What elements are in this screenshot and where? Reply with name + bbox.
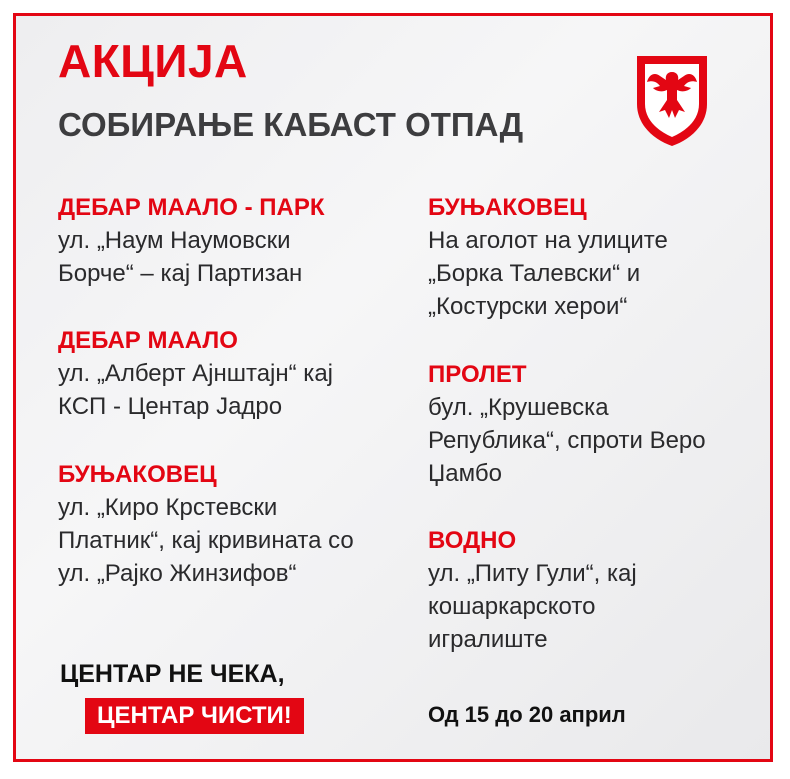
location-name: ПРОЛЕТ [428,361,527,388]
page-title: АКЦИЈА [58,35,248,87]
location-address: ул. „Киро Крстевски Платник“, кај кривината со ул. „Рајко Жинзифов“ [58,494,354,587]
location-address: На аголот на улиците „Борка Талевски“ и „Костурски херои“ [428,227,668,320]
location-debar-maalo-park [58,192,324,290]
location-name: БУЊАКОВЕЦ [428,194,587,221]
location-address: ул. „Питу Гули“, кај кошаркарското игралиште [428,560,637,653]
location-vodno [428,525,637,656]
page-subtitle: СОБИРАЊЕ КАБАСТ ОТПАД [58,106,524,143]
location-debar-maalo [58,325,333,423]
location-address: бул. „Крушевска Република“, спроти Веро Џамбо [428,394,706,487]
location-name: ДЕБАР МААЛО [58,327,238,354]
event-dates: Од 15 до 20 април [428,702,626,727]
location-prolet [428,359,706,490]
location-address: ул. „Наум Наумовски Борче“ – кај Партизан [58,227,303,287]
location-name: ВОДНО [428,527,517,554]
location-name: БУЊАКОВЕЦ [58,461,217,488]
location-address: ул. „Алберт Ајнштајн“ кај КСП - Центар Јадро [58,360,333,420]
location-name: ДЕБАР МААЛО - ПАРК [58,194,325,221]
location-bunjakovec-2 [428,192,668,323]
slogan-line-2: ЦЕНТАР ЧИСТИ! [85,698,304,734]
location-bunjakovec-1 [58,459,354,590]
eagle-crest-icon [633,52,711,148]
slogan-line-1: ЦЕНТАР НЕ ЧЕКА, [60,660,285,688]
